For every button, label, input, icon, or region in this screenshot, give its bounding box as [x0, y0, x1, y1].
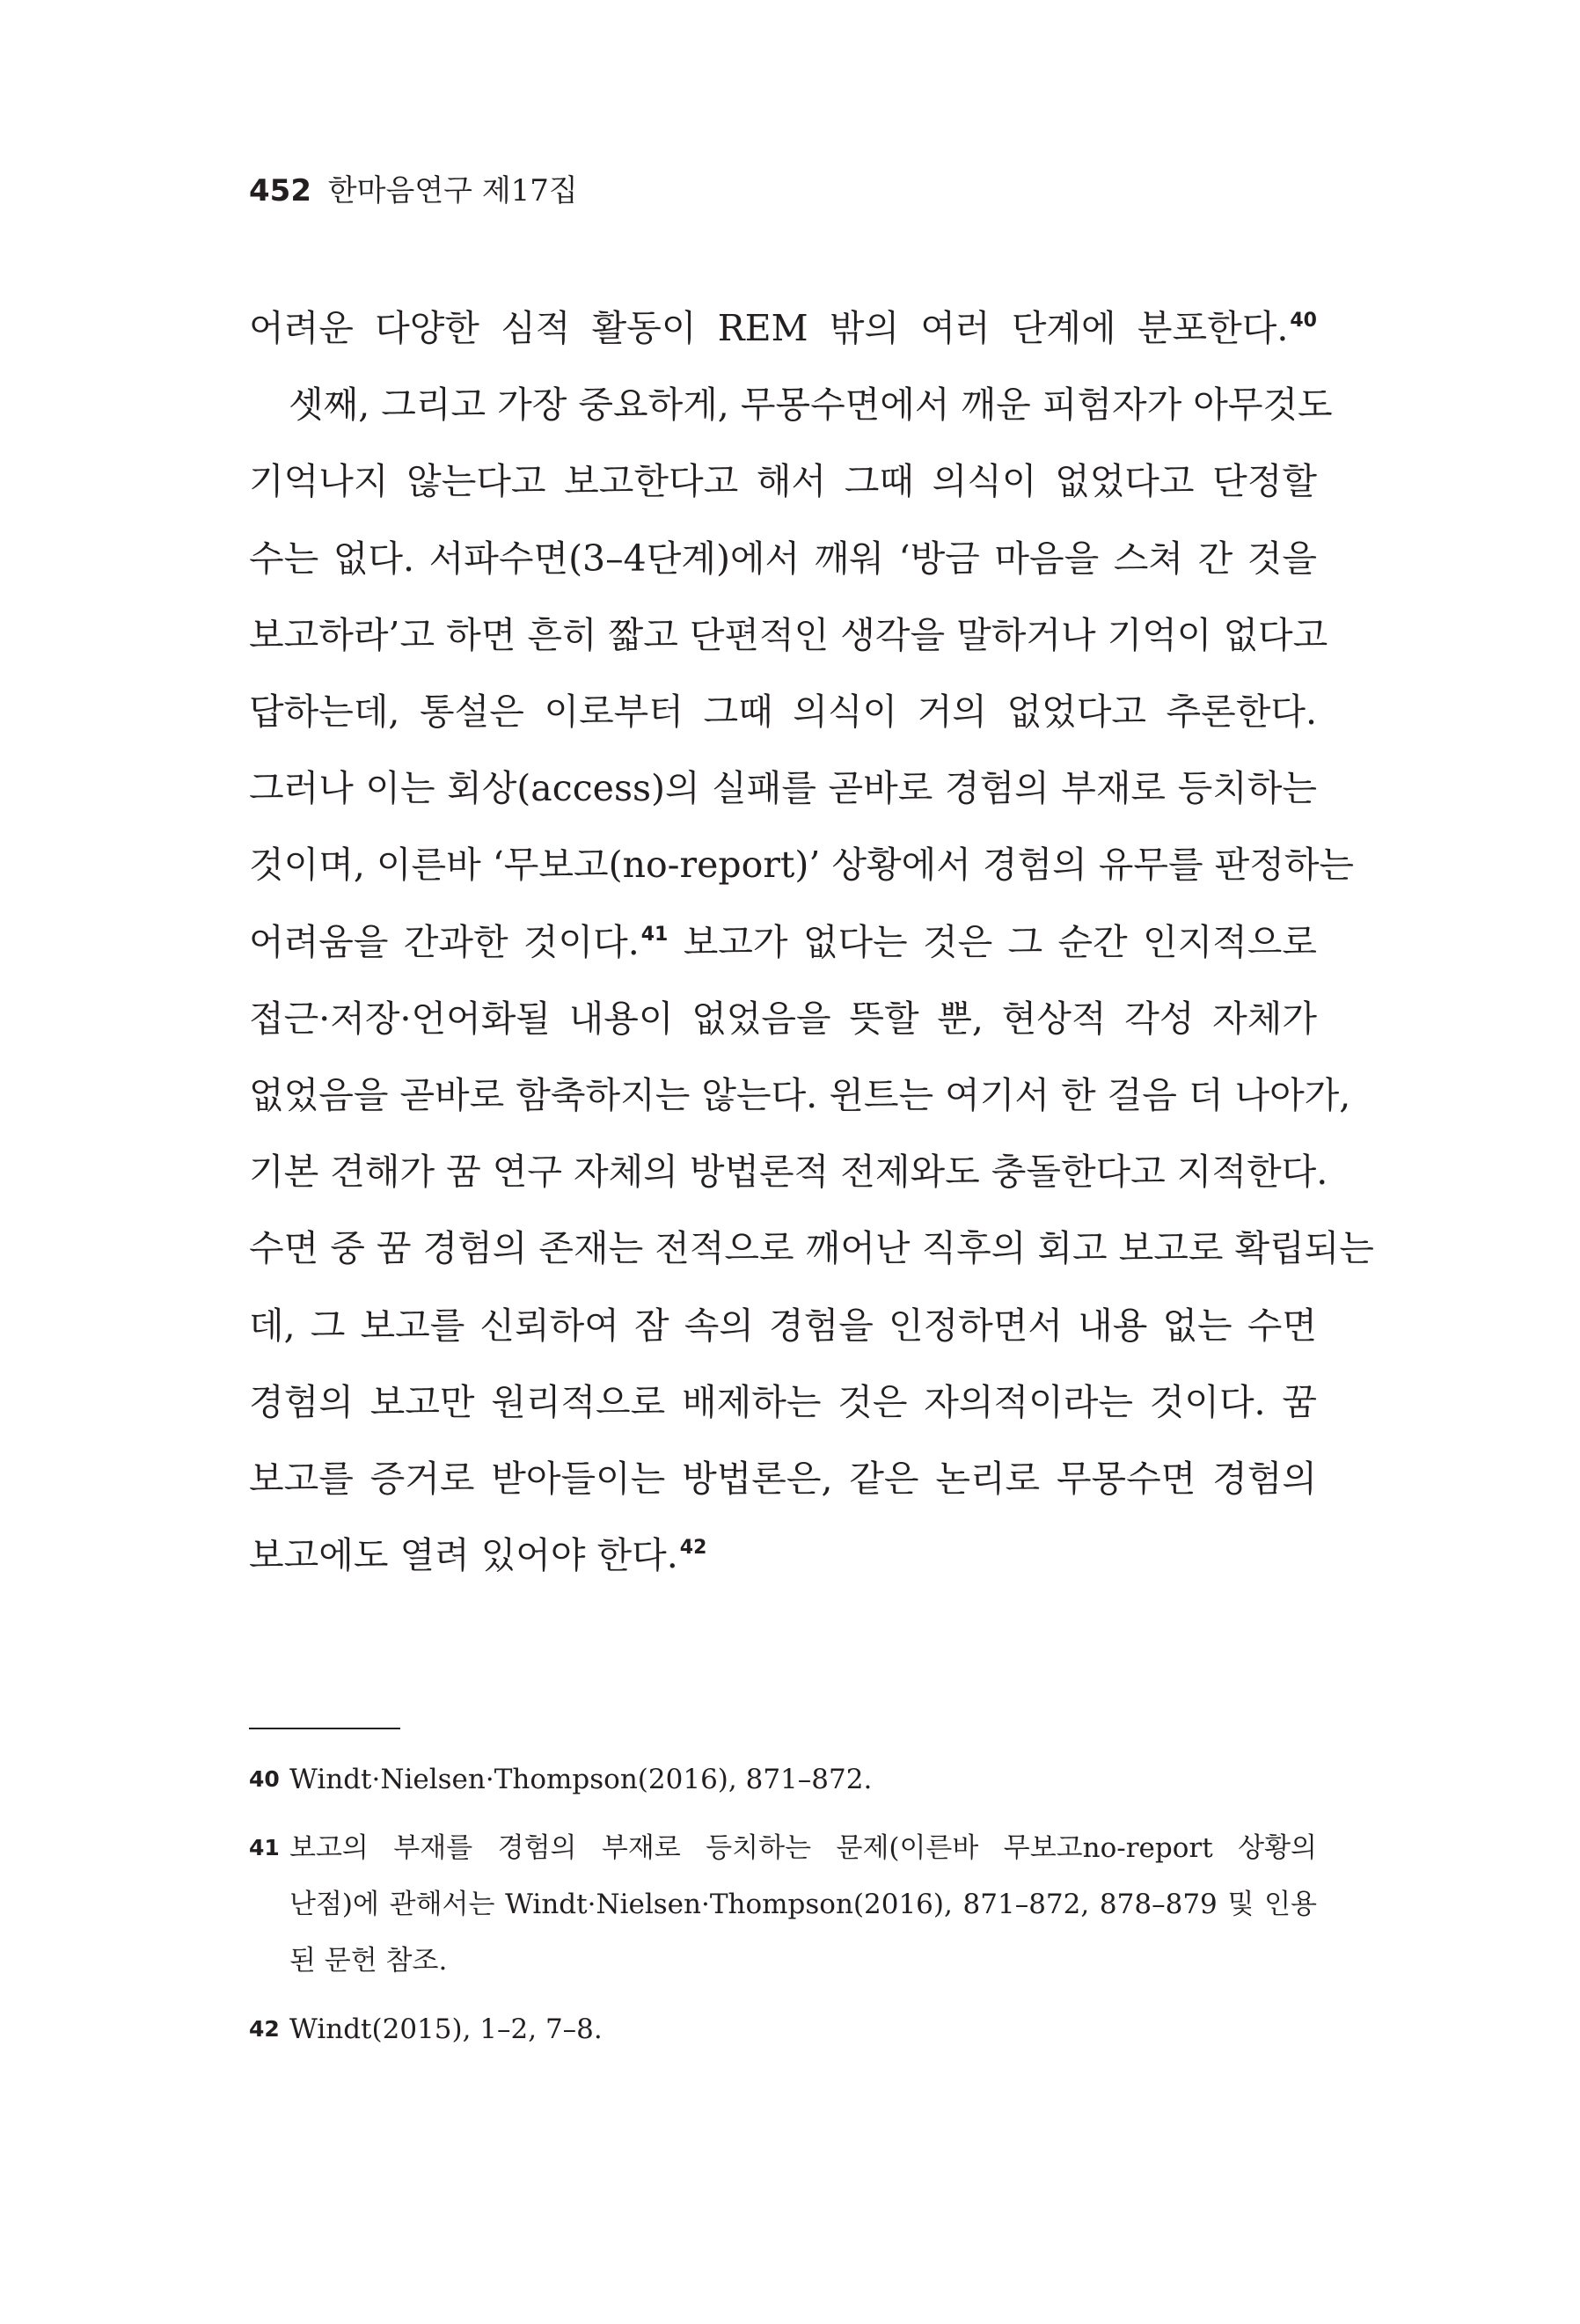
body-line: 데, 그 보고를 신뢰하여 잠 속의 경험을 인정하면서 내용 없는 수면 — [249, 1304, 1317, 1347]
body-line: 보고하라’고 하면 흔히 짧고 단편적인 생각을 말하거나 기억이 없다고 — [249, 613, 1328, 656]
footnote-number: 41 — [249, 1835, 280, 1860]
footnote-ref-40[interactable]: 40 — [1290, 310, 1317, 332]
body-line: 기본 견해가 꿈 연구 자체의 방법론적 전제와도 충돌한다고 지적한다. — [249, 1151, 1328, 1194]
footnote-ref-41[interactable]: 41 — [640, 923, 669, 946]
body-line — [249, 290, 1317, 367]
footnote-41 — [249, 1820, 1317, 1989]
body-line: 경험의 보고만 원리적으로 배제하는 것은 자의적이라는 것이다. 꿈 — [249, 1380, 1317, 1423]
footnote-line: 보고의 부재를 경험의 부재로 등치하는 문제(이른바 무보고no-report 상황의 — [289, 1832, 1317, 1864]
body-line: 없었음을 곧바로 함축하지는 않는다. 윈트는 여기서 한 걸음 더 나아가, — [249, 1074, 1351, 1117]
footnote-line: Windt·Nielsen·Thompson(2016), 871–872. — [289, 1764, 873, 1795]
body-line-text: 어려운 다양한 심적 활동이 REM 밖의 여러 단계에 분포한다. — [249, 307, 1289, 349]
body-line: 수면 중 꿈 경험의 존재는 전적으로 깨어난 직후의 회고 보고로 확립되는 — [249, 1227, 1374, 1270]
footnote-number: 40 — [249, 1766, 280, 1792]
body-line: 셋째, 그리고 가장 중요하게, 무몽수면에서 깨운 피험자가 아무것도 — [289, 384, 1333, 427]
body-line: 것이며, 이른바 ‘무보고(no-report)’ 상황에서 경험의 유무를 판정하는 — [249, 844, 1355, 887]
body-line — [249, 1517, 1317, 1594]
body-line: 보고를 증거로 받아들이는 방법론은, 같은 논리로 무몽수면 경험의 — [249, 1458, 1317, 1501]
body-line: 수는 없다. 서파수면(3–4단계)에서 깨워 ‘방금 마음을 스쳐 간 것을 — [249, 537, 1317, 580]
body-line: 그러나 이는 회상(access)의 실패를 곧바로 경험의 부재로 등치하는 — [249, 767, 1317, 810]
body-text — [249, 290, 1374, 1594]
footnote-line: Windt(2015), 1–2, 7–8. — [289, 2013, 603, 2045]
footnote-40 — [249, 1751, 1317, 1808]
body-line: 답하는데, 통설은 이로부터 그때 의식이 거의 없었다고 추론한다. — [249, 691, 1317, 734]
footnote-42 — [249, 2001, 1317, 2057]
footnote-line: 난점)에 관해서는 Windt·Nielsen·Thompson(2016), 871–872, 878–879 및 인용 — [289, 1889, 1317, 1920]
body-line — [249, 904, 1317, 981]
footnote-line: 된 문헌 참조. — [289, 1945, 448, 1977]
body-line-text: 어려움을 간과한 것이다. — [249, 920, 640, 963]
footnote-number: 42 — [249, 2016, 280, 2042]
body-line: 기억나지 않는다고 보고한다고 해서 그때 의식이 없었다고 단정할 — [249, 460, 1317, 503]
footnotes — [249, 1751, 1317, 2070]
footnote-ref-42[interactable]: 42 — [679, 1537, 707, 1560]
running-header — [249, 169, 578, 213]
page-number: 452 — [249, 173, 311, 208]
journal-title: 한마음연구 제17집 — [327, 173, 578, 208]
body-line-text: 보고에도 열려 있어야 한다. — [249, 1534, 678, 1577]
footnote-separator — [249, 1728, 400, 1729]
body-line-text: 보고가 없다는 것은 그 순간 인지적으로 — [668, 920, 1317, 963]
body-line: 접근·저장·언어화될 내용이 없었음을 뜻할 뿐, 현상적 각성 자체가 — [249, 997, 1317, 1040]
